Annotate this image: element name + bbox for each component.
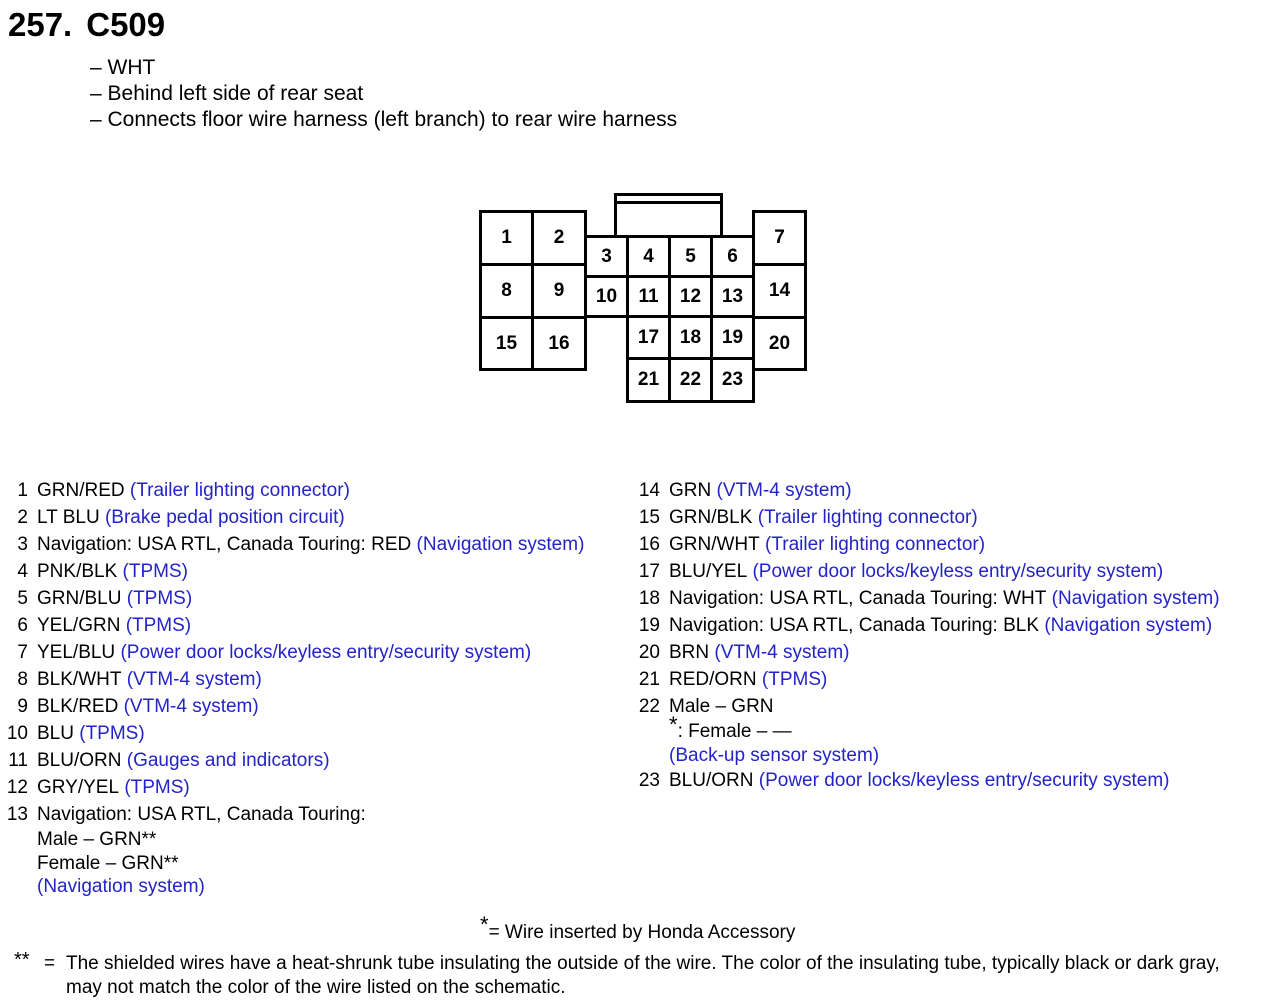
pin-22: 22 bbox=[668, 357, 713, 403]
wire-color: GRY/YEL bbox=[37, 777, 120, 798]
wire-pin-number: 22 bbox=[638, 696, 660, 717]
footnote-star-text: = Wire inserted by Honda Accessory bbox=[488, 922, 796, 943]
wire-circuit: (Power door locks/keyless entry/security system) bbox=[758, 770, 1170, 791]
wire-color: Navigation: USA RTL, Canada Touring: RED bbox=[37, 534, 412, 555]
pin-8: 8 bbox=[479, 263, 534, 319]
wire-circuit: (TPMS) bbox=[124, 777, 190, 798]
wire-pin-number: 18 bbox=[638, 588, 660, 609]
wire-circuit: (Navigation system) bbox=[37, 876, 205, 897]
wire-pin-number: 11 bbox=[8, 750, 28, 771]
star-mark: * bbox=[669, 712, 678, 737]
wire-pin-number: 9 bbox=[17, 696, 28, 717]
wire-row bbox=[0, 558, 584, 585]
pin-4: 4 bbox=[626, 235, 671, 278]
pin-12: 12 bbox=[668, 275, 713, 318]
pin-9: 9 bbox=[531, 263, 587, 319]
wire-pin-number: 16 bbox=[638, 534, 660, 555]
wire-female-variant: *: Female – — bbox=[669, 712, 792, 742]
wire-color: GRN bbox=[669, 480, 712, 501]
wire-row bbox=[0, 477, 584, 504]
wire-circuit: (TPMS) bbox=[125, 615, 192, 636]
double-star-mark: ** bbox=[14, 949, 30, 971]
wire-row bbox=[0, 666, 584, 693]
wire-circuit: (VTM-4 system) bbox=[714, 642, 850, 663]
wire-circuit: (Trailer lighting connector) bbox=[757, 507, 978, 528]
wire-color: LT BLU bbox=[37, 507, 100, 528]
wire-pin-number: 20 bbox=[638, 642, 660, 663]
wire-row bbox=[0, 504, 584, 531]
wire-list-left bbox=[0, 477, 584, 899]
wire-circuit: (Gauges and indicators) bbox=[126, 750, 330, 771]
wire-pin-number: 7 bbox=[17, 642, 28, 663]
pin-3: 3 bbox=[584, 235, 629, 278]
wire-row bbox=[0, 774, 584, 801]
connector-location-line: – Behind left side of rear seat bbox=[90, 82, 364, 105]
wire-color: YEL/BLU bbox=[37, 642, 116, 663]
wire-circuit: (Navigation system) bbox=[1051, 588, 1220, 609]
connector-lock-tab-line bbox=[614, 201, 723, 204]
wire-pin-number: 19 bbox=[638, 615, 660, 636]
wire-circuit: (Trailer lighting connector) bbox=[129, 480, 350, 501]
connector-color-line: – WHT bbox=[90, 56, 156, 79]
wire-row bbox=[632, 531, 1220, 558]
wire-row bbox=[632, 693, 1220, 720]
wire-row bbox=[0, 693, 584, 720]
wire-row bbox=[0, 801, 584, 828]
pin-1: 1 bbox=[479, 210, 534, 266]
wire-row bbox=[0, 612, 584, 639]
wire-pin-number: 23 bbox=[638, 770, 660, 791]
wire-pin-number: 12 bbox=[6, 777, 28, 798]
wire-color: BLK/WHT bbox=[37, 669, 122, 690]
wire-female-variant: Female – GRN** bbox=[37, 852, 179, 874]
wire-row bbox=[632, 558, 1220, 585]
wire-pin-number: 6 bbox=[17, 615, 28, 636]
wire-color: PNK/BLK bbox=[37, 561, 118, 582]
pin-20: 20 bbox=[752, 316, 807, 371]
wire-pin-number: 3 bbox=[17, 534, 28, 555]
wire-circuit: (TPMS) bbox=[122, 561, 188, 582]
wire-color: GRN/RED bbox=[37, 480, 125, 501]
wire-circuit: (VTM-4 system) bbox=[123, 696, 259, 717]
pin-16: 16 bbox=[531, 316, 587, 371]
wire-color: Male – GRN bbox=[669, 696, 774, 717]
wire-pin-number: 1 bbox=[17, 480, 28, 501]
connector-number: 257. bbox=[8, 6, 73, 43]
pin-11: 11 bbox=[626, 275, 671, 318]
footnote-double-star-text: The shielded wires have a heat-shrunk tube insulating the outside of the wire. The color of the insulating tube, typically black or dark gray, may not match the color of the wire listed on the schematic. bbox=[66, 953, 1220, 998]
wire-row bbox=[632, 477, 1220, 504]
wire-circuit: (Power door locks/keyless entry/security system) bbox=[120, 642, 532, 663]
wire-list-right bbox=[632, 477, 1220, 794]
wire-pin-number: 10 bbox=[6, 723, 28, 744]
pin-13: 13 bbox=[710, 275, 755, 318]
pin-21: 21 bbox=[626, 357, 671, 403]
wire-row bbox=[632, 639, 1220, 666]
wire-row bbox=[0, 747, 584, 774]
wire-pin-number: 14 bbox=[638, 480, 660, 501]
wire-color: GRN/BLU bbox=[37, 588, 122, 609]
wire-circuit: (Navigation system) bbox=[416, 534, 585, 555]
wire-row bbox=[632, 666, 1220, 693]
wire-pin-number: 13 bbox=[6, 804, 28, 825]
wire-color: BLU bbox=[37, 723, 74, 744]
wire-color: BLU/ORN bbox=[37, 750, 122, 771]
wire-color: BLK/RED bbox=[37, 696, 119, 717]
wire-color: Navigation: USA RTL, Canada Touring: WHT bbox=[669, 588, 1047, 609]
footnote-star bbox=[480, 912, 796, 944]
wire-color: BRN bbox=[669, 642, 710, 663]
wire-row bbox=[632, 504, 1220, 531]
wire-pin-number: 5 bbox=[17, 588, 28, 609]
pin-7: 7 bbox=[752, 210, 807, 266]
pin-15: 15 bbox=[479, 316, 534, 371]
star-mark: * bbox=[480, 912, 489, 937]
wire-color: BLU/YEL bbox=[669, 561, 748, 582]
wire-row bbox=[632, 612, 1220, 639]
wire-pin-number: 15 bbox=[638, 507, 660, 528]
connector-connects-line: – Connects floor wire harness (left branch) to rear wire harness bbox=[90, 108, 678, 131]
pin-19: 19 bbox=[710, 315, 755, 360]
wire-row bbox=[0, 639, 584, 666]
pin-10: 10 bbox=[584, 275, 629, 318]
wire-circuit: (Trailer lighting connector) bbox=[765, 534, 986, 555]
wire-color: Navigation: USA RTL, Canada Touring: bbox=[37, 804, 366, 825]
wire-circuit: (TPMS) bbox=[126, 588, 193, 609]
wire-circuit: (VTM-4 system) bbox=[126, 669, 262, 690]
wire-row bbox=[632, 767, 1220, 794]
pin-14: 14 bbox=[752, 263, 807, 319]
wire-color: RED/ORN bbox=[669, 669, 757, 690]
pin-18: 18 bbox=[668, 315, 713, 360]
wire-pin-number: 4 bbox=[17, 561, 28, 582]
wire-color: GRN/BLK bbox=[669, 507, 753, 528]
wire-color: YEL/GRN bbox=[37, 615, 121, 636]
wire-pin-number: 17 bbox=[638, 561, 660, 582]
wire-row bbox=[0, 585, 584, 612]
wire-circuit: (Back-up sensor system) bbox=[669, 744, 880, 766]
pin-23: 23 bbox=[710, 357, 755, 403]
pin-2: 2 bbox=[531, 210, 587, 266]
footnote-equals: = bbox=[44, 953, 56, 974]
wire-circuit: (TPMS) bbox=[79, 723, 145, 744]
wire-pin-number: 8 bbox=[17, 669, 28, 690]
wire-row bbox=[632, 585, 1220, 612]
wire-color: Navigation: USA RTL, Canada Touring: BLK bbox=[669, 615, 1040, 636]
wire-male-variant: Male – GRN** bbox=[37, 829, 157, 850]
connector-face-diagram bbox=[0, 0, 1270, 420]
wire-circuit: (VTM-4 system) bbox=[716, 480, 852, 501]
wire-color: GRN/WHT bbox=[669, 534, 760, 555]
wire-circuit: (Brake pedal position circuit) bbox=[104, 507, 345, 528]
connector-code: C509 bbox=[86, 6, 166, 43]
wire-circuit: (TPMS) bbox=[761, 669, 828, 690]
wire-pin-number: 2 bbox=[17, 507, 28, 528]
wire-circuit: (Navigation system) bbox=[1044, 615, 1213, 636]
pin-17: 17 bbox=[626, 315, 671, 360]
pin-5: 5 bbox=[668, 235, 713, 278]
wire-row bbox=[0, 531, 584, 558]
wire-color: BLU/ORN bbox=[669, 770, 754, 791]
pin-6: 6 bbox=[710, 235, 755, 278]
wire-pin-number: 21 bbox=[638, 669, 660, 690]
connector-lock-tab bbox=[614, 193, 723, 238]
wire-circuit: (Power door locks/keyless entry/security system) bbox=[752, 561, 1164, 582]
wire-row bbox=[0, 720, 584, 747]
